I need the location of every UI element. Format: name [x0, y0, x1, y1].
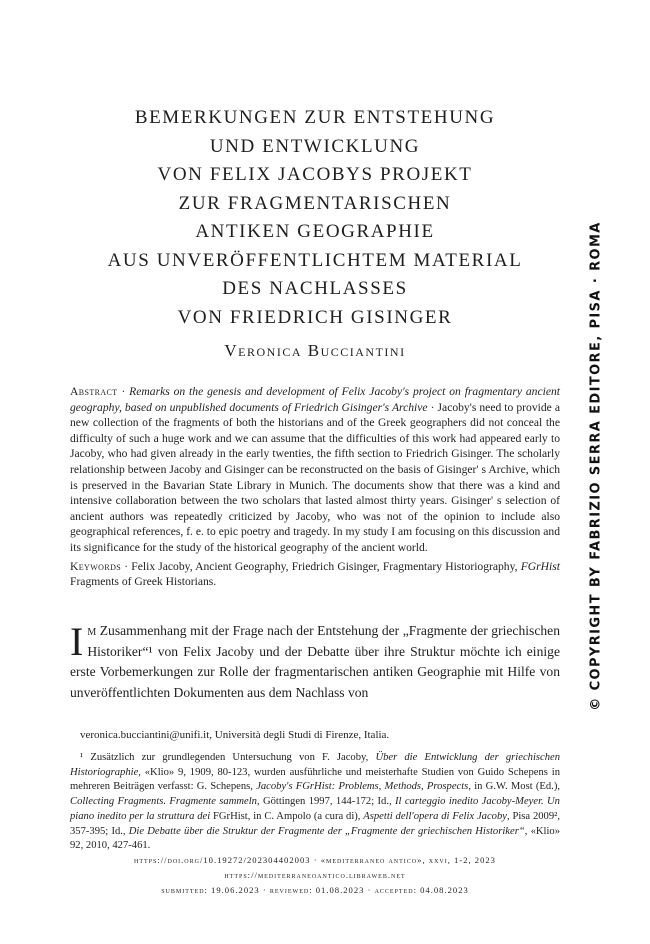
article-title [70, 104, 560, 332]
author-name: Veronica Bucciantini [224, 341, 406, 360]
separator: · [117, 385, 130, 398]
keywords-fgrhist-rest: Fragments of Greek Historians. [70, 575, 217, 589]
copyright-notice: © COPYRIGHT BY FABRIZIO SERRA EDITORE, PISA · ROMA [588, 221, 604, 711]
doi-line[interactable]: https://doi.org/10.19272/202304402003 · «mediterraneo antico», xxvi, 1-2, 2023 [134, 855, 496, 865]
footnote-text: FGrHist, in C. Ampolo (a cura di), [210, 810, 364, 822]
footnote-italic: Jacoby's FGrHist: Problems, Methods, Prospects [256, 781, 469, 793]
footnote-marker: ¹ [80, 752, 84, 763]
separator: · [427, 400, 438, 414]
title-line: VON FRIEDRICH GISINGER [177, 306, 453, 328]
title-line: DES NACHLASSES [222, 278, 408, 299]
footnote-italic: Über die Entwicklung der griechischen Historiographie [70, 752, 561, 778]
title-line: BEMERKUNGEN ZUR ENTSTEHUNG [134, 107, 496, 128]
footnote [70, 751, 560, 854]
body-text: Zusammenhang mit der Frage nach der Entstehung der „Fragmente der griechischen Historiker“¹ von Felix Jacoby und der Debatte über ihre Struktur möchte ich einige erste Vorbemerkungen zur Rolle der fragmentarischen antiken Geographie mit Hilfe von unveröffentlichten Dokumenten aus dem Nachlass von [70, 623, 560, 701]
footnote-text: , «Klio» 9, 1909, 80-123, wurden ausführliche und meisterhafte Studien von Guido Schepens in mehreren Beiträgen verfasst: G. Schepens, [70, 766, 560, 793]
lead-small-caps: m [87, 623, 97, 638]
separator: · [121, 559, 132, 573]
drop-cap: I [70, 619, 84, 664]
keywords-fgrhist: FGrHist [520, 559, 560, 573]
title-line: AUS UNVERÖFFENTLICHTEM MATERIAL [107, 249, 523, 271]
keywords-text: Felix Jacoby, Ancient Geography, Friedrich Gisinger, Fragmentary Historiography, [131, 559, 518, 573]
author-affiliation: veronica.bucciantini@unifi.it, Università degli Studi di Firenze, Italia. [80, 729, 390, 741]
footnote-text: , Pisa 2009², 357-395; Id., [70, 810, 560, 837]
title-line: VON FELIX JACOBYS PROJEKT [157, 164, 473, 185]
title-line: UND ENTWICKLUNG [209, 135, 421, 157]
footnote-italic: Aspetti dell'opera di Felix Jacoby [363, 810, 507, 822]
footnote-italic: Collecting Fragments. Fragmente sammeln [70, 796, 257, 808]
footnote-text: , Göttingen 1997, 144-172; Id., [256, 796, 396, 808]
footnote-text: , in G.W. Most (Ed.), [468, 781, 561, 793]
title-line: ANTIKEN GEOGRAPHIE [195, 221, 435, 242]
footnote-italic: Die Debatte über die Struktur der Fragmente der „Fragmente der griechischen Historiker“ [128, 825, 525, 837]
abstract-english-title: Remarks on the genesis and development of Felix Jacoby's project on fragmentary ancient geography, based on unpublished documents of Friedrich Gisinger's Archive [70, 385, 560, 414]
body-paragraph [70, 621, 560, 704]
abstract-text: Jacoby's need to provide a new collection of the fragments of both the historians and of the Greek geographers did not conceal the difficulty of such a huge work and we can assume that the difficulties of this work had appeared early to Jacoby, who had given already in the early twenties, the fifth section to Friedrich Gisinger. The scholarly relationship between Jacoby and Gisinger can be reconstructed on the basis of Gisinger' s Archive, which is preserved in the Bavarian State Library in Munich. The documents show that there was a kind and intensive collaboration between the two scholars that lasted almost thirty years. Gisinger' s selection of ancient authors was repeatedly criticized by Jacoby, who was not of the opinion to include also geographical references, f. e. to epic poetry and tragedy. In my study I am focusing on this discussion and its significance for the study of the historical geography of the ancient world. [70, 400, 560, 554]
abstract [70, 384, 560, 590]
footnote-italic: Il carteggio inedito Jacoby-Meyer. Un piano inedito per la struttura dei [70, 796, 560, 822]
journal-url[interactable]: https://mediterraneoantico.libraweb.net [224, 870, 406, 880]
abstract-label: Abstract [70, 385, 118, 398]
review-dates: submitted: 19.06.2023 · reviewed: 01.08.2023 · accepted: 04.08.2023 [161, 885, 469, 895]
footnote-text: , «Klio» 92, 2010, 427-461. [70, 825, 560, 852]
keywords-label: Keywords [70, 559, 122, 573]
title-line: ZUR FRAGMENTARISCHEN [178, 192, 452, 214]
footnote-text: Zusätzlich zur grundlegenden Untersuchung von F. Jacoby, [83, 752, 376, 763]
